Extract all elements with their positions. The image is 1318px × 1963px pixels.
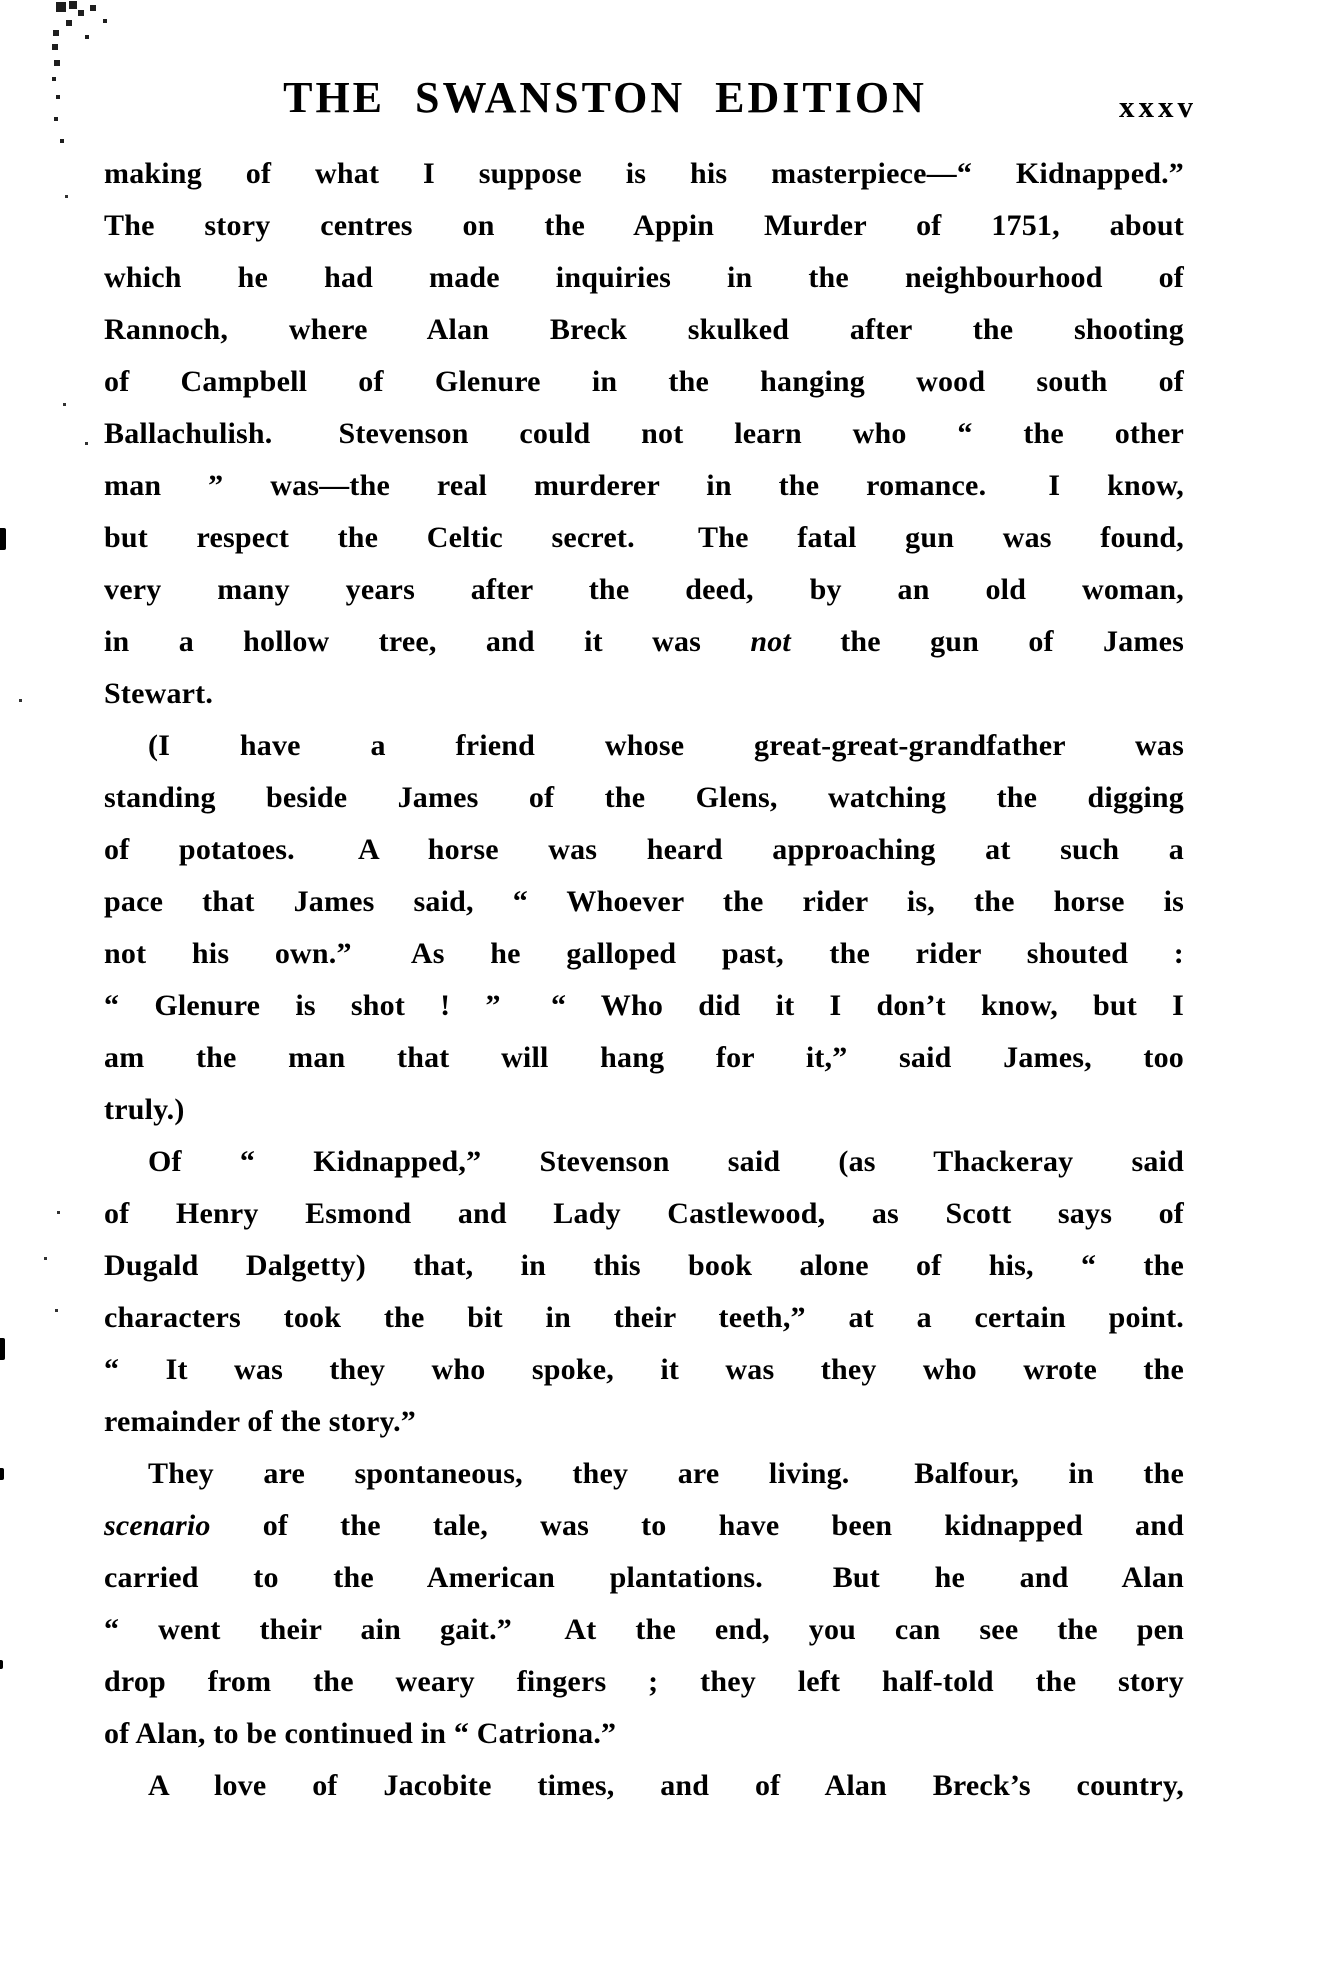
text-segment: “ Glenure is shot ! ” “ Who did it I don’t know, but I bbox=[104, 989, 1184, 1022]
text-line bbox=[104, 1760, 1184, 1812]
text-line bbox=[104, 564, 1184, 616]
text-segment: man ” was—the real murderer in the romance. I know, bbox=[104, 469, 1184, 502]
margin-mark-artifact bbox=[0, 528, 6, 550]
text-line bbox=[104, 1604, 1184, 1656]
text-segment: the gun of James bbox=[790, 625, 1184, 658]
text-line bbox=[104, 1708, 1184, 1760]
text-segment: Stewart. bbox=[104, 677, 214, 710]
text-segment: The story centres on the Appin Murder of 1751, about bbox=[104, 209, 1184, 242]
text-line bbox=[104, 252, 1184, 304]
text-line bbox=[104, 1032, 1184, 1084]
text-segment: of Campbell of Glenure in the hanging wood south of bbox=[104, 365, 1184, 398]
text-segment: not his own.” As he galloped past, the rider shouted : bbox=[104, 937, 1184, 970]
text-line bbox=[104, 200, 1184, 252]
text-segment: but respect the Celtic secret. The fatal gun was found, bbox=[104, 521, 1184, 554]
text-segment: Ballachulish. Stevenson could not learn who “ the other bbox=[104, 417, 1184, 450]
text-line bbox=[104, 1396, 1184, 1448]
text-line bbox=[104, 512, 1184, 564]
text-line bbox=[104, 1136, 1184, 1188]
text-segment: of Henry Esmond and Lady Castlewood, as Scott says of bbox=[104, 1197, 1184, 1230]
text-line bbox=[104, 1448, 1184, 1500]
margin-mark-artifact bbox=[0, 1338, 5, 1360]
text-line bbox=[104, 148, 1184, 200]
text-segment: “ went their ain gait.” At the end, you can see the pen bbox=[104, 1613, 1184, 1646]
text-segment: Dugald Dalgetty) that, in this book alone of his, “ the bbox=[104, 1249, 1184, 1282]
text-segment: (I have a friend whose great-great-grandfather was bbox=[148, 729, 1184, 762]
text-line bbox=[104, 928, 1184, 980]
page-number: xxxv bbox=[1119, 89, 1197, 124]
text-segment: characters took the bit in their teeth,” at a certain point. bbox=[104, 1301, 1184, 1334]
text-segment: of Alan, to be continued in “ Catriona.” bbox=[104, 1717, 617, 1750]
text-line bbox=[104, 772, 1184, 824]
text-line bbox=[104, 668, 1184, 720]
text-segment: making of what I suppose is his masterpiece—“ Kidnapped.” bbox=[104, 157, 1184, 190]
text-segment: They are spontaneous, they are living. Balfour, in the bbox=[148, 1457, 1184, 1490]
italic-text-segment: scenario bbox=[104, 1509, 211, 1542]
text-segment: A love of Jacobite times, and of Alan Breck’s country, bbox=[148, 1769, 1184, 1802]
text-line bbox=[104, 616, 1184, 668]
text-line bbox=[104, 980, 1184, 1032]
text-line bbox=[104, 1656, 1184, 1708]
text-segment: remainder of the story.” bbox=[104, 1405, 416, 1438]
text-line bbox=[104, 304, 1184, 356]
text-segment: pace that James said, “ Whoever the rider is, the horse is bbox=[104, 885, 1184, 918]
text-segment: Rannoch, where Alan Breck skulked after the shooting bbox=[104, 313, 1184, 346]
text-segment: standing beside James of the Glens, watching the digging bbox=[104, 781, 1184, 814]
italic-text-segment: not bbox=[750, 625, 791, 658]
text-line bbox=[104, 408, 1184, 460]
text-segment: carried to the American plantations. But he and Alan bbox=[104, 1561, 1184, 1594]
text-segment: of potatoes. A horse was heard approaching at such a bbox=[104, 833, 1184, 866]
text-line bbox=[104, 460, 1184, 512]
text-line bbox=[104, 824, 1184, 876]
text-line bbox=[104, 1084, 1184, 1136]
text-line bbox=[104, 1552, 1184, 1604]
text-line bbox=[104, 1188, 1184, 1240]
text-line bbox=[104, 720, 1184, 772]
text-segment: truly.) bbox=[104, 1093, 185, 1126]
text-segment: of the tale, was to have been kidnapped and bbox=[210, 1509, 1184, 1542]
text-line bbox=[104, 1344, 1184, 1396]
text-segment: which he had made inquiries in the neighbourhood of bbox=[104, 261, 1184, 294]
text-segment: am the man that will hang for it,” said James, too bbox=[104, 1041, 1184, 1074]
margin-mark-artifact bbox=[0, 1660, 3, 1669]
page-title: THE SWANSTON EDITION bbox=[283, 73, 927, 122]
margin-mark-artifact bbox=[0, 1468, 4, 1480]
text-segment: drop from the weary fingers ; they left half-told the story bbox=[104, 1665, 1184, 1698]
text-segment: “ It was they who spoke, it was they who wrote the bbox=[104, 1353, 1184, 1386]
text-line bbox=[104, 1240, 1184, 1292]
text-segment: very many years after the deed, by an old woman, bbox=[104, 573, 1184, 606]
text-line bbox=[104, 876, 1184, 928]
text-segment: in a hollow tree, and it was bbox=[104, 625, 751, 658]
text-line bbox=[104, 1500, 1184, 1552]
text-line bbox=[104, 356, 1184, 408]
text-segment: Of “ Kidnapped,” Stevenson said (as Thackeray said bbox=[148, 1145, 1184, 1178]
running-header bbox=[0, 0, 1318, 130]
body-text bbox=[104, 148, 1184, 1812]
text-line bbox=[104, 1292, 1184, 1344]
